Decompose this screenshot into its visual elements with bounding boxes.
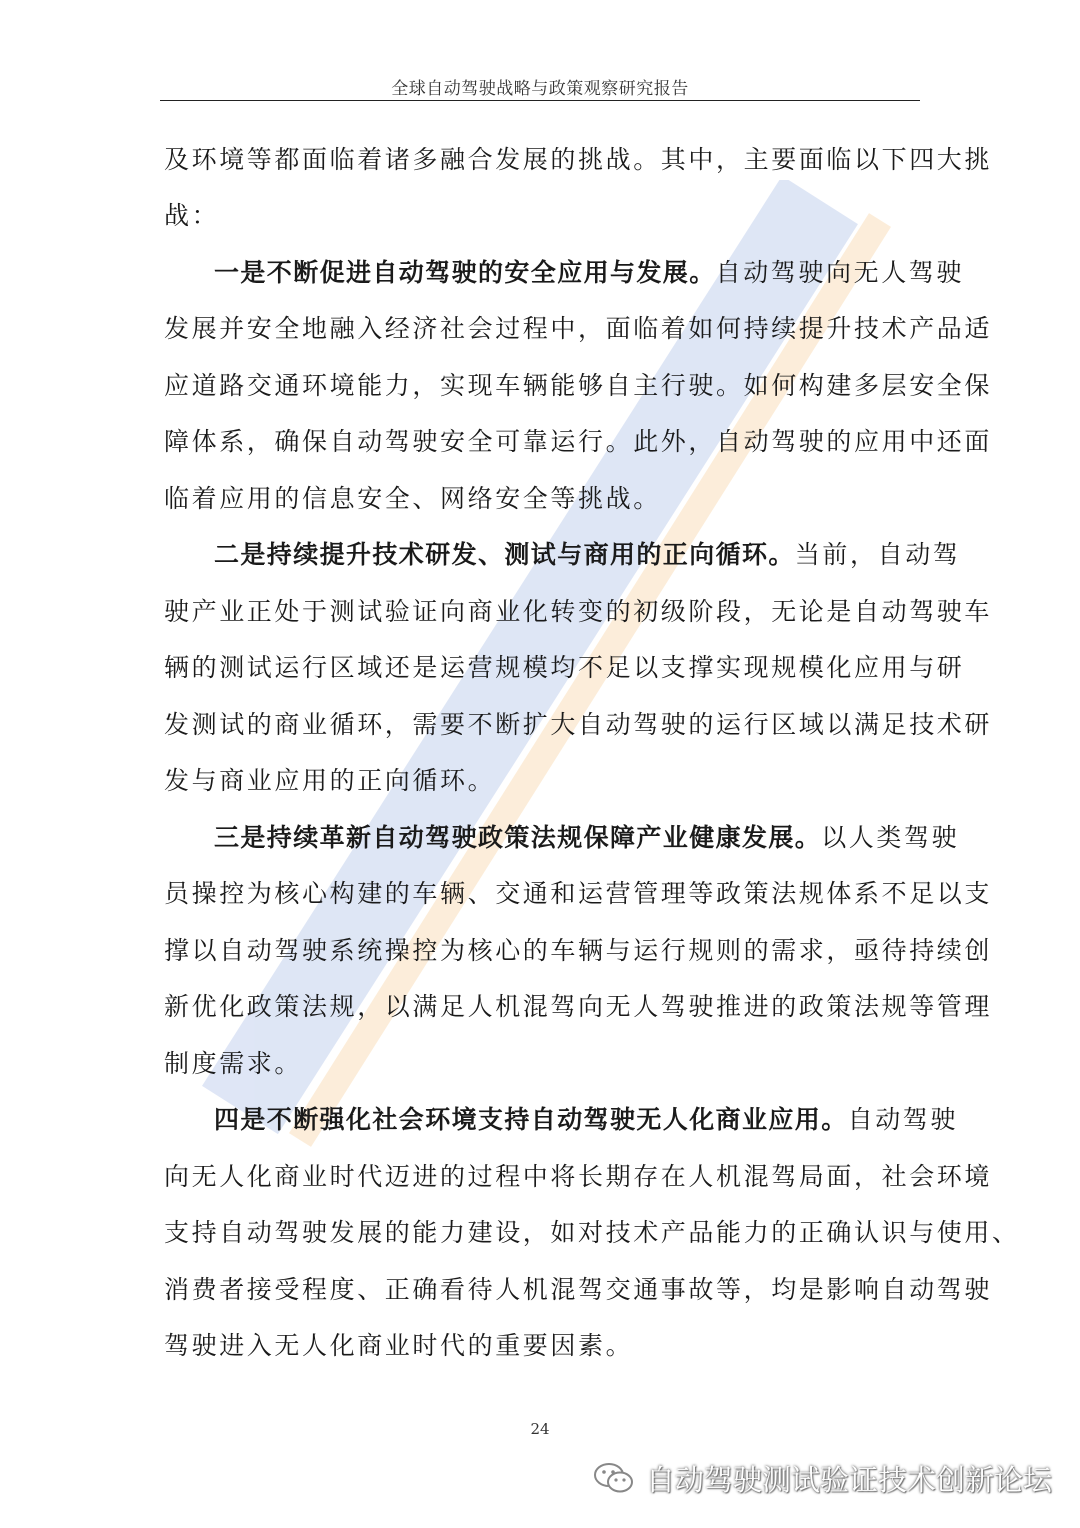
challenge-3-line-5: 制度需求。 [164,1049,303,1078]
challenge-4-line-1 [214,1100,959,1140]
challenge-2-line-1-rest: 当前，自动驾 [794,540,961,569]
challenge-3-line-3: 撑以自动驾驶系统操控为核心的车辆与运行规则的需求，亟待持续创 [164,936,993,965]
challenge-1-title: 一是不断促进自动驾驶的安全应用与发展。 [214,258,716,287]
challenge-3-title: 三是持续革新自动驾驶政策法规保障产业健康发展。 [214,823,822,852]
wechat-source-name: 自动驾驶测试验证技术创新论坛 [645,1462,1052,1497]
challenge-1-line-4: 障体系，确保自动驾驶安全可靠运行。此外，自动驾驶的应用中还面 [164,427,993,456]
paragraph-intro-line-2: 战： [164,201,220,230]
challenge-1-line-5: 临着应用的信息安全、网络安全等挑战。 [164,484,661,513]
challenge-1-line-1 [214,253,965,293]
challenge-3-line-2: 员操控为核心构建的车辆、交通和运营管理等政策法规体系不足以支 [164,879,993,908]
challenge-3-line-1 [214,818,960,858]
challenge-4-line-2: 向无人化商业时代迈进的过程中将长期存在人机混驾局面，社会环境 [164,1162,993,1191]
header-divider [160,100,920,101]
challenge-2-line-3: 辆的测试运行区域还是运营规模均不足以支撑实现规模化应用与研 [164,653,965,682]
challenge-1-line-1-rest: 自动驾驶向无人驾驶 [715,258,965,287]
challenge-4-line-5: 驾驶进入无人化商业时代的重要因素。 [164,1331,634,1360]
challenge-2-line-5: 发与商业应用的正向循环。 [164,766,496,795]
paragraph-intro-line-1: 及环境等都面临着诸多融合发展的挑战。其中，主要面临以下四大挑 [164,145,993,174]
challenge-3-line-4: 新优化政策法规，以满足人机混驾向无人驾驶推进的政策法规等管理 [164,992,993,1021]
challenge-4-line-3: 支持自动驾驶发展的能力建设，如对技术产品能力的正确认识与使用、 [164,1218,1020,1247]
challenge-1-line-2: 发展并安全地融入经济社会过程中，面临着如何持续提升技术产品适 [164,314,993,343]
report-header-title: 全球自动驾驶战略与政策观察研究报告 [391,79,689,99]
challenge-4-title: 四是不断强化社会环境支持自动驾驶无人化商业应用。 [214,1105,848,1134]
challenge-4-line-1-rest: 自动驾驶 [847,1105,959,1134]
challenge-2-line-4: 发测试的商业循环，需要不断扩大自动驾驶的运行区域以满足技术研 [164,710,993,739]
wechat-source-watermark [592,1458,1052,1498]
challenge-2-line-2: 驶产业正处于测试验证向商业化转变的初级阶段，无论是自动驾驶车 [164,597,993,626]
challenge-4-line-4: 消费者接受程度、正确看待人机混驾交通事故等，均是影响自动驾驶 [164,1275,993,1304]
challenge-2-line-1 [214,535,961,575]
challenge-1-line-3: 应道路交通环境能力，实现车辆能够自主行驶。如何构建多层安全保 [164,371,993,400]
challenge-3-line-1-rest: 以人类驾驶 [821,823,960,852]
page-number: 24 [530,1420,550,1438]
challenge-2-title: 二是持续提升技术研发、测试与商用的正向循环。 [214,540,795,569]
wechat-icon [592,1461,636,1495]
